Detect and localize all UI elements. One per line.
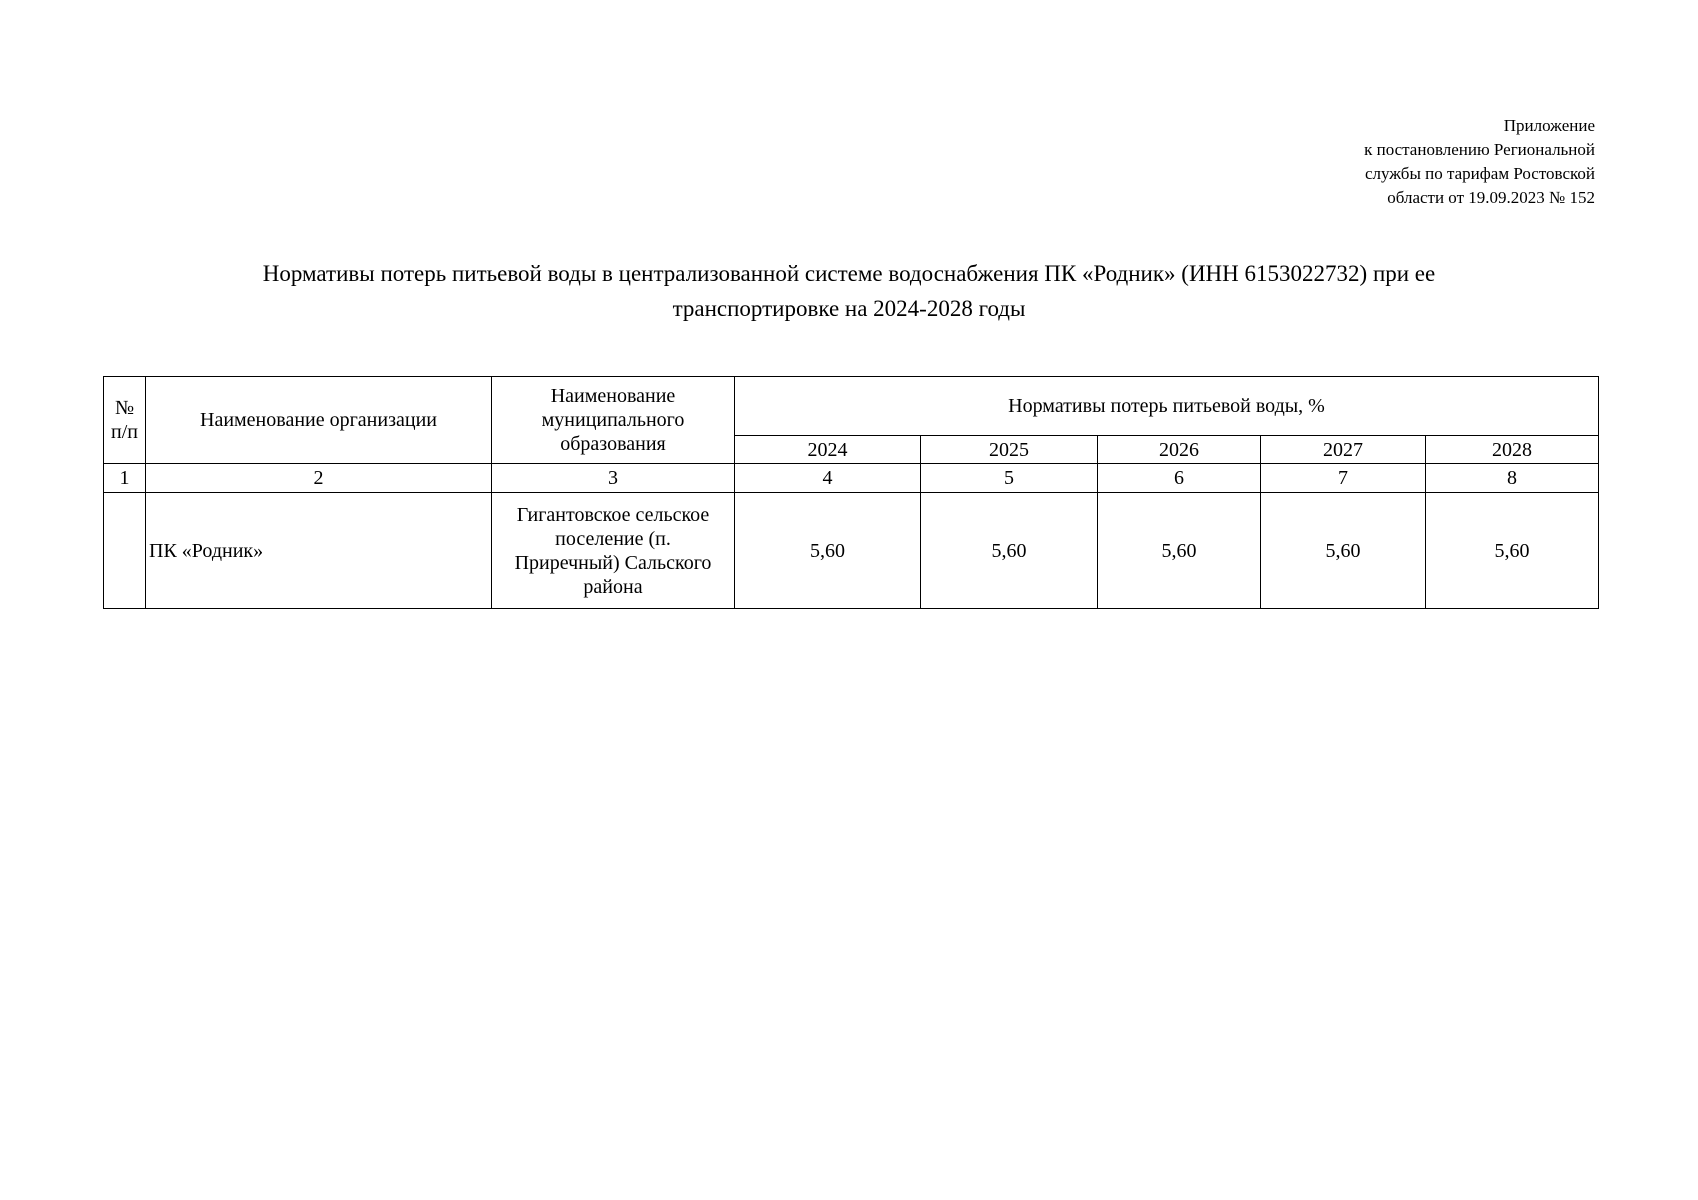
row-value: 5,60 <box>1098 493 1261 609</box>
header-year: 2027 <box>1261 436 1426 464</box>
column-number: 5 <box>921 464 1098 493</box>
column-number: 4 <box>735 464 921 493</box>
table-header-row <box>104 377 1599 436</box>
column-number: 8 <box>1426 464 1599 493</box>
annex-line: Приложение <box>1503 116 1595 135</box>
row-value: 5,60 <box>1261 493 1426 609</box>
annex-block <box>1364 114 1595 210</box>
column-number: 6 <box>1098 464 1261 493</box>
document-title <box>150 256 1548 326</box>
annex-line: области от 19.09.2023 № 152 <box>1387 188 1595 207</box>
header-municipality: Наименование муниципального образования <box>492 377 735 464</box>
document-title-line: Нормативы потерь питьевой воды в централизованной системе водоснабжения ПК «Родник» (ИНН 6153022732) при ее <box>262 261 1436 286</box>
row-municipality: Гигантовское сельское поселение (п. Приречный) Сальского района <box>492 493 735 609</box>
row-num <box>104 493 146 609</box>
header-org: Наименование организации <box>146 377 492 464</box>
column-numbers-row <box>104 464 1599 493</box>
header-year: 2028 <box>1426 436 1599 464</box>
header-num: № п/п <box>104 377 146 464</box>
row-value: 5,60 <box>921 493 1098 609</box>
column-number: 2 <box>146 464 492 493</box>
column-number: 7 <box>1261 464 1426 493</box>
header-norms-group: Нормативы потерь питьевой воды, % <box>735 377 1599 436</box>
table-row <box>104 493 1599 609</box>
header-year: 2026 <box>1098 436 1261 464</box>
column-number: 1 <box>104 464 146 493</box>
annex-line: к постановлению Региональной <box>1364 140 1595 159</box>
row-value: 5,60 <box>1426 493 1599 609</box>
annex-line: службы по тарифам Ростовской <box>1364 164 1595 183</box>
norms-table <box>103 376 1599 609</box>
row-value: 5,60 <box>735 493 921 609</box>
row-org: ПК «Родник» <box>146 493 492 609</box>
column-number: 3 <box>492 464 735 493</box>
header-year: 2024 <box>735 436 921 464</box>
header-year: 2025 <box>921 436 1098 464</box>
document-title-line: транспортировке на 2024-2028 годы <box>672 296 1026 321</box>
